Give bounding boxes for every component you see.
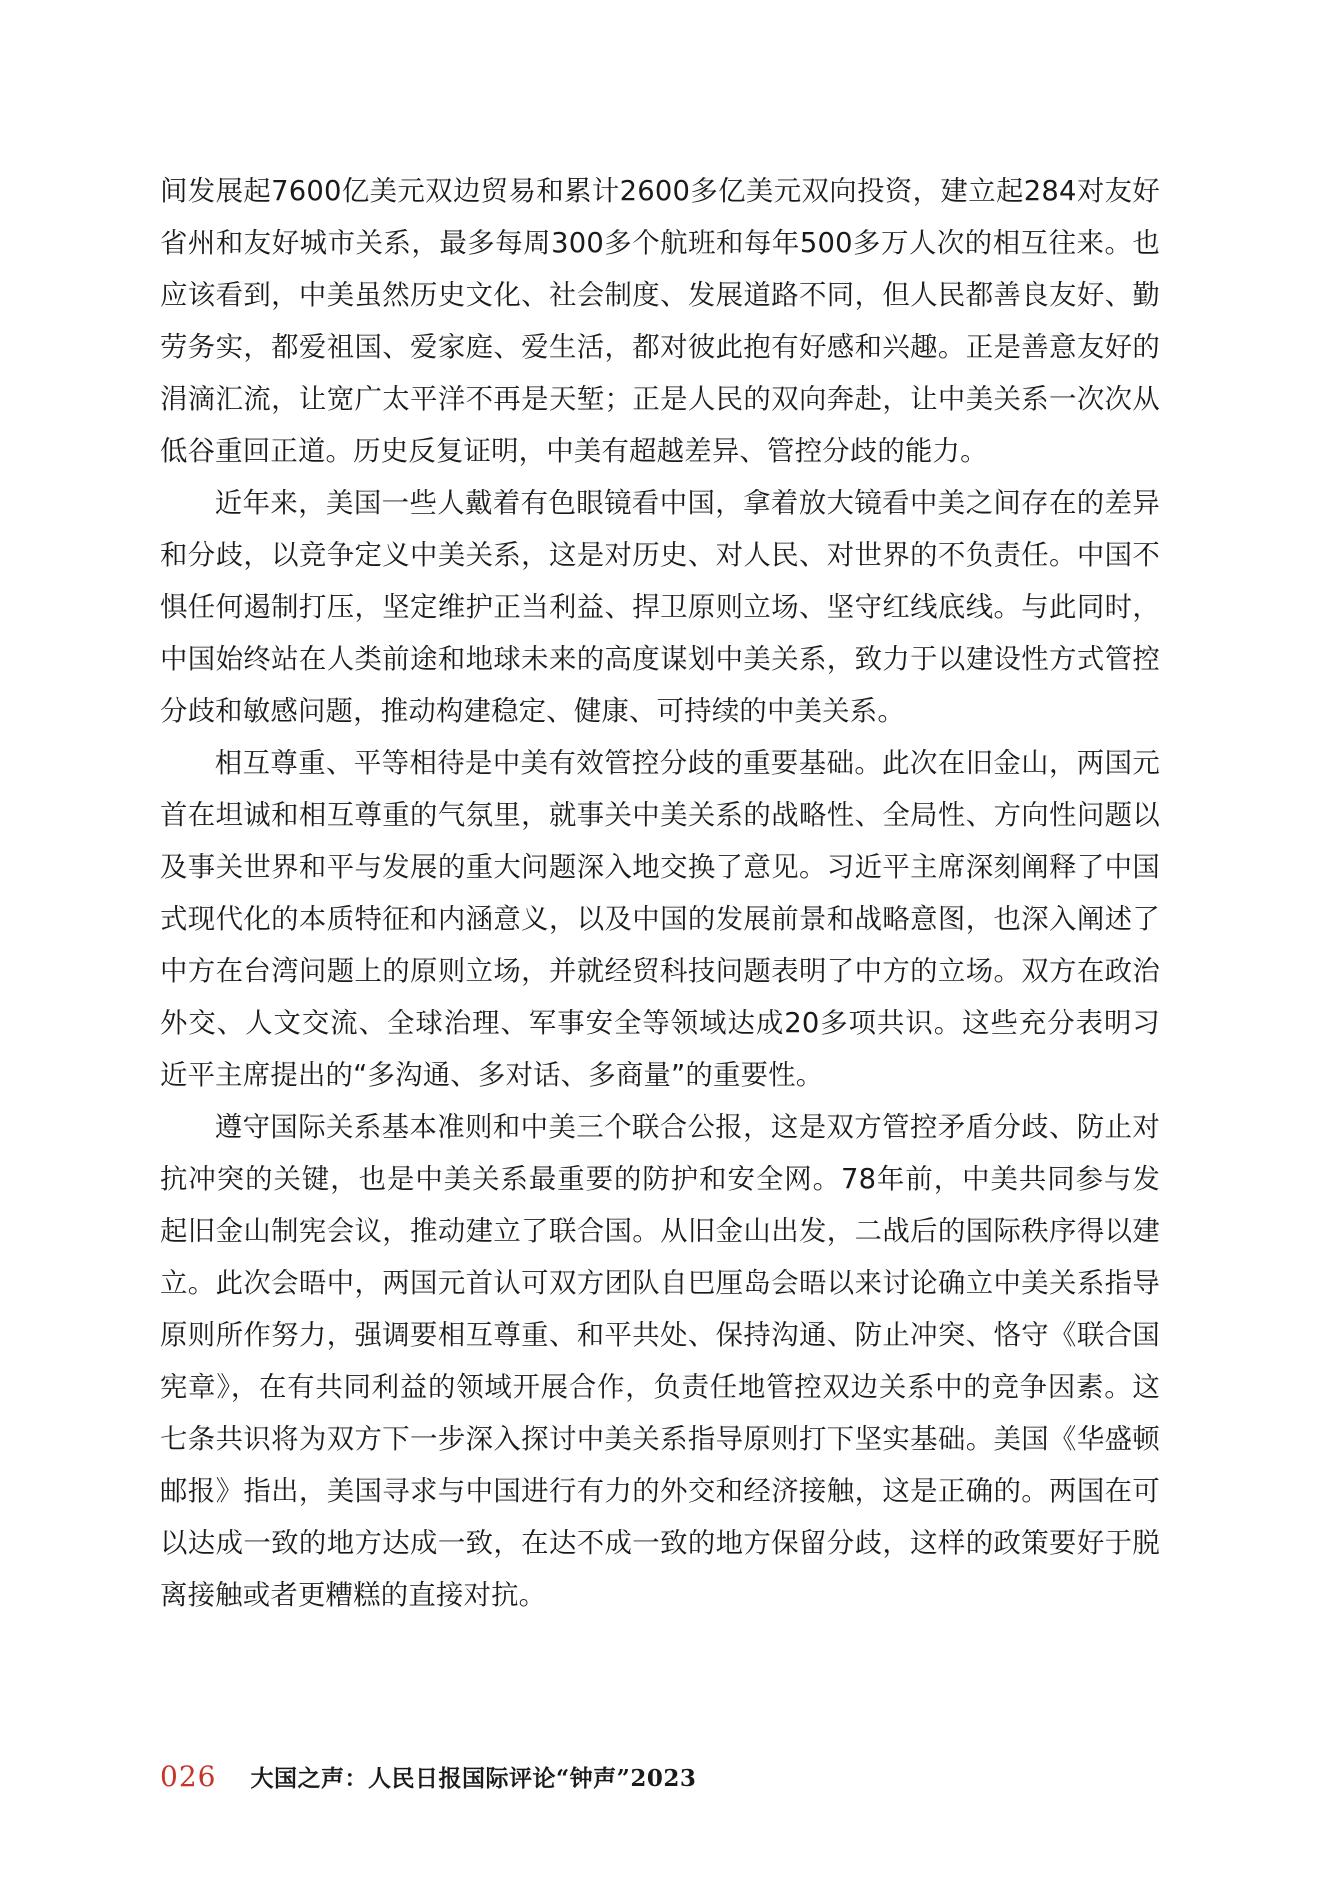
paragraph: 近年来，美国一些人戴着有色眼镜看中国，拿着放大镜看中美之间存在的差异和分歧，以竞争定义中美关系，这是对历史、对人民、对世界的不负责任。中国不惧任何遏制打压，坚定维护正当利益、捍卫原则立场、坚守红线底线。与此同时，中国始终站在人类前途和地球未来的高度谋划中美关系，致力于以建设性方式管控分歧和敏感问题，推动构建稳定、健康、可持续的中美关系。	[160, 488, 1160, 727]
paragraph-continued: 间发展起7600亿美元双边贸易和累计2600多亿美元双向投资，建立起284对友好省州和友好城市关系，最多每周300多个航班和每年500多万人次的相互往来。也应该看到，中美虽然历史文化、社会制度、发展道路不同，但人民都善良友好、勤劳务实，都爱祖国、爱家庭、爱生活，都对彼此抱有好感和兴趣。正是善意友好的涓滴汇流，让宽广太平洋不再是天堑；正是人民的双向奔赴，让中美关系一次次从低谷重回正道。历史反复证明，中美有超越差异、管控分歧的能力。	[160, 176, 1160, 467]
article-body	[160, 166, 1160, 1622]
book-title: 大国之声：人民日报国际评论“钟声”2023	[250, 1765, 697, 1792]
page-number: 026	[160, 1760, 217, 1793]
page-footer	[160, 1760, 696, 1800]
paragraph: 遵守国际关系基本准则和中美三个联合公报，这是双方管控矛盾分歧、防止对抗冲突的关键，也是中美关系最重要的防护和安全网。78年前，中美共同参与发起旧金山制宪会议，推动建立了联合国。从旧金山出发，二战后的国际秩序得以建立。此次会晤中，两国元首认可双方团队自巴厘岛会晤以来讨论确立中美关系指导原则所作努力，强调要相互尊重、和平共处、保持沟通、防止冲突、恪守《联合国宪章》，在有共同利益的领域开展合作，负责任地管控双边关系中的竞争因素。这七条共识将为双方下一步深入探讨中美关系指导原则打下坚实基础。美国《华盛顿邮报》指出，美国寻求与中国进行有力的外交和经济接触，这是正确的。两国在可以达成一致的地方达成一致，在达不成一致的地方保留分歧，这样的政策要好于脱离接触或者更糟糕的直接对抗。	[160, 1112, 1160, 1611]
paragraph: 相互尊重、平等相待是中美有效管控分歧的重要基础。此次在旧金山，两国元首在坦诚和相互尊重的气氛里，就事关中美关系的战略性、全局性、方向性问题以及事关世界和平与发展的重大问题深入地交换了意见。习近平主席深刻阐释了中国式现代化的本质特征和内涵意义，以及中国的发展前景和战略意图，也深入阐述了中方在台湾问题上的原则立场，并就经贸科技问题表明了中方的立场。双方在政治外交、人文交流、全球治理、军事安全等领域达成20多项共识。这些充分表明习近平主席提出的“多沟通、多对话、多商量”的重要性。	[160, 748, 1160, 1091]
